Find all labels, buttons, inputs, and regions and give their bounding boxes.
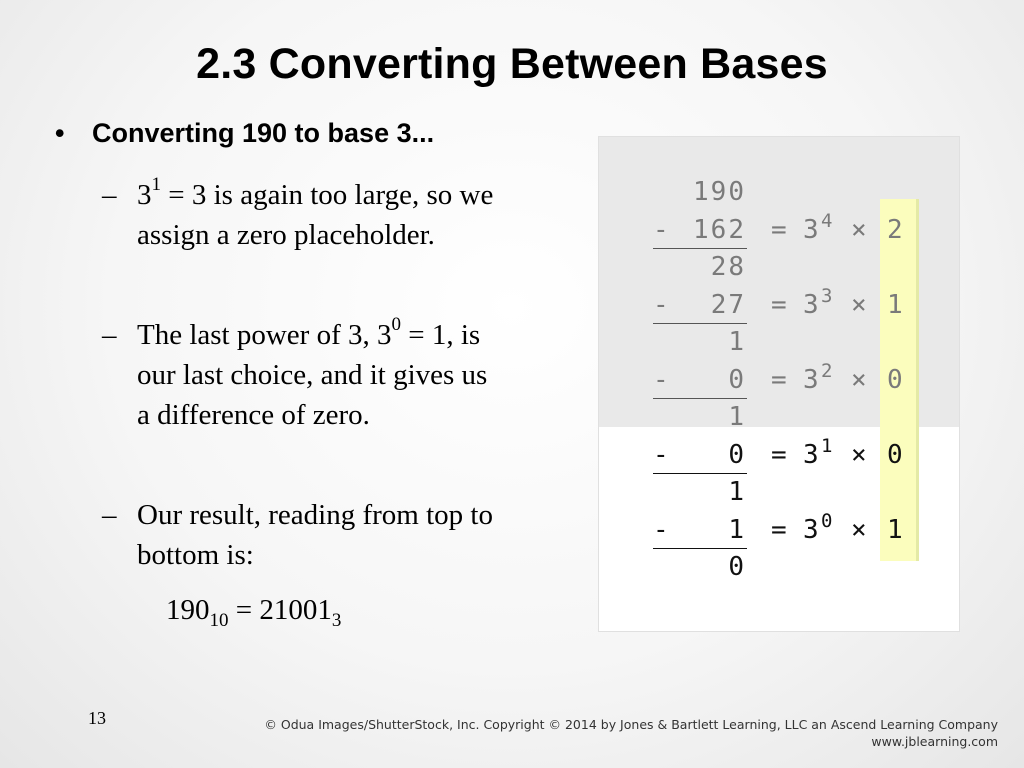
result-digit: 0: [887, 364, 903, 395]
times-sign: ×: [851, 514, 867, 545]
minus-sign: -: [653, 514, 669, 545]
result-digit: 1: [887, 514, 903, 545]
bullet-text: Converting 190 to base 3...: [92, 118, 435, 148]
times-sign: ×: [851, 439, 867, 470]
page-number: 13: [88, 708, 106, 728]
subtrahend: 1: [728, 514, 746, 545]
remainder: 1: [728, 327, 746, 357]
sub-bullet-text: [137, 315, 507, 435]
decimal-value: 190: [166, 594, 210, 626]
times-sign: ×: [851, 364, 867, 395]
text-pre: Our result, reading from top to bottom is:: [137, 499, 493, 571]
remainder: 28: [710, 252, 746, 282]
minus-sign: -: [653, 214, 669, 245]
text-pre: The last power of 3, 3: [137, 319, 392, 351]
result-digit: 2: [887, 214, 903, 245]
remainder: 0: [728, 552, 746, 582]
equals-sign: =: [771, 364, 787, 395]
power-base: 3: [803, 214, 819, 245]
equals-sign: =: [771, 439, 787, 470]
power-exponent: 3: [821, 284, 833, 307]
minus-sign: -: [653, 439, 669, 470]
ternary-base: 3: [331, 609, 342, 631]
text-post: = 1, is our last choice, and it gives us a difference of zero.: [137, 319, 488, 431]
times-sign: ×: [851, 289, 867, 320]
minus-sign: -: [653, 364, 669, 395]
power-base: 3: [803, 289, 819, 320]
ternary-value: 21001: [259, 594, 332, 626]
dash-marker: –: [102, 179, 117, 211]
dash-marker: –: [102, 499, 117, 531]
exponent: 1: [151, 174, 161, 196]
exponent: 0: [391, 314, 401, 336]
result-digit: 1: [887, 289, 903, 320]
remainder: 1: [728, 402, 746, 432]
equals-sign: =: [771, 514, 787, 545]
sub-bullet-text: [137, 495, 507, 575]
power-exponent: 0: [821, 509, 833, 532]
equals-sign: =: [228, 594, 260, 626]
power-base: 3: [803, 364, 819, 395]
power-base: 3: [803, 514, 819, 545]
subtrahend: 27: [710, 289, 746, 320]
start-value: 190: [693, 177, 746, 207]
sub-bullet-text: [137, 175, 507, 255]
subtrahend: 0: [728, 364, 746, 395]
underline-rule: [653, 248, 747, 249]
power-exponent: 2: [821, 359, 833, 382]
remainder: 1: [728, 477, 746, 507]
conversion-result: [166, 594, 342, 631]
minus-sign: -: [653, 289, 669, 320]
subtrahend: 162: [693, 214, 746, 245]
underline-rule: [653, 473, 747, 474]
dash-marker: –: [102, 319, 117, 351]
power-base: 3: [803, 439, 819, 470]
text-post: = 3 is again too large, so we assign a zero placeholder.: [137, 179, 494, 251]
power-exponent: 4: [821, 209, 833, 232]
slide-title: 2.3 Converting Between Bases: [196, 40, 828, 88]
result-digit: 0: [887, 439, 903, 470]
copyright-line: © Odua Images/ShutterStock, Inc. Copyright © 2014 by Jones & Bartlett Learning, LLC an Ascend Learning Company: [264, 717, 998, 732]
decimal-base: 10: [209, 609, 229, 631]
underline-rule: [653, 548, 747, 549]
equals-sign: =: [771, 289, 787, 320]
times-sign: ×: [851, 214, 867, 245]
equals-sign: =: [771, 214, 787, 245]
underline-rule: [653, 323, 747, 324]
worked-example-panel: [598, 136, 960, 632]
power-exponent: 1: [821, 434, 833, 457]
underline-rule: [653, 398, 747, 399]
text-pre: 3: [137, 179, 152, 211]
subtrahend: 0: [728, 439, 746, 470]
copyright-notice: [264, 716, 998, 750]
bullet-marker: •: [55, 118, 65, 148]
publisher-url: www.jblearning.com: [871, 734, 998, 749]
